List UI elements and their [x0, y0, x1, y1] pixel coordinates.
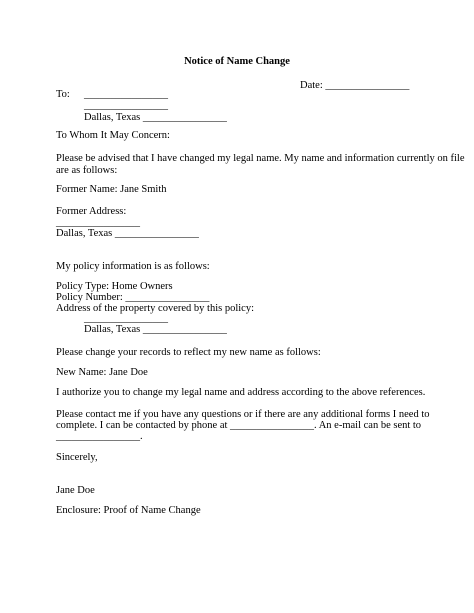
closing: Sincerely,: [56, 452, 98, 463]
intro-line-2: are as follows:: [56, 165, 118, 176]
recipient-city-line: Dallas, Texas ________________: [84, 112, 227, 123]
policy-type: Policy Type: Home Owners: [56, 281, 173, 292]
recipient-line-1: ________________: [84, 89, 168, 100]
enclosure: Enclosure: Proof of Name Change: [56, 505, 201, 516]
policy-number: Policy Number: ________________: [56, 292, 210, 303]
property-address-city: Dallas, Texas ________________: [84, 324, 227, 335]
signature-name: Jane Doe: [56, 485, 95, 496]
intro-line-1: Please be advised that I have changed my legal name. My name and information currently on file: [56, 153, 465, 164]
new-name: New Name: Jane Doe: [56, 367, 148, 378]
contact-line-1: Please contact me if you have any questions or if there are any additional forms I need to: [56, 409, 430, 420]
date-line: Date: ________________: [300, 80, 410, 91]
contact-line-2: complete. I can be contacted by phone at ________________. An e-mail can be sent to: [56, 420, 422, 431]
salutation: To Whom It May Concern:: [56, 130, 170, 141]
property-address-label: Address of the property covered by this policy:: [56, 303, 254, 314]
to-label: To:: [56, 89, 70, 100]
recipient-line-2: ________________: [84, 100, 168, 111]
policy-intro: My policy information is as follows:: [56, 261, 210, 272]
former-address-label: Former Address:: [56, 206, 127, 217]
former-address-city: Dallas, Texas ________________: [56, 228, 199, 239]
former-name: Former Name: Jane Smith: [56, 184, 167, 195]
change-request: Please change your records to reflect my new name as follows:: [56, 347, 321, 358]
authorization-statement: I authorize you to change my legal name and address according to the above references.: [56, 387, 426, 398]
document-title: Notice of Name Change: [184, 56, 290, 67]
former-address-blank: ________________: [56, 217, 140, 228]
property-address-blank: ________________: [84, 313, 168, 324]
contact-line-3: ________________.: [56, 431, 143, 442]
